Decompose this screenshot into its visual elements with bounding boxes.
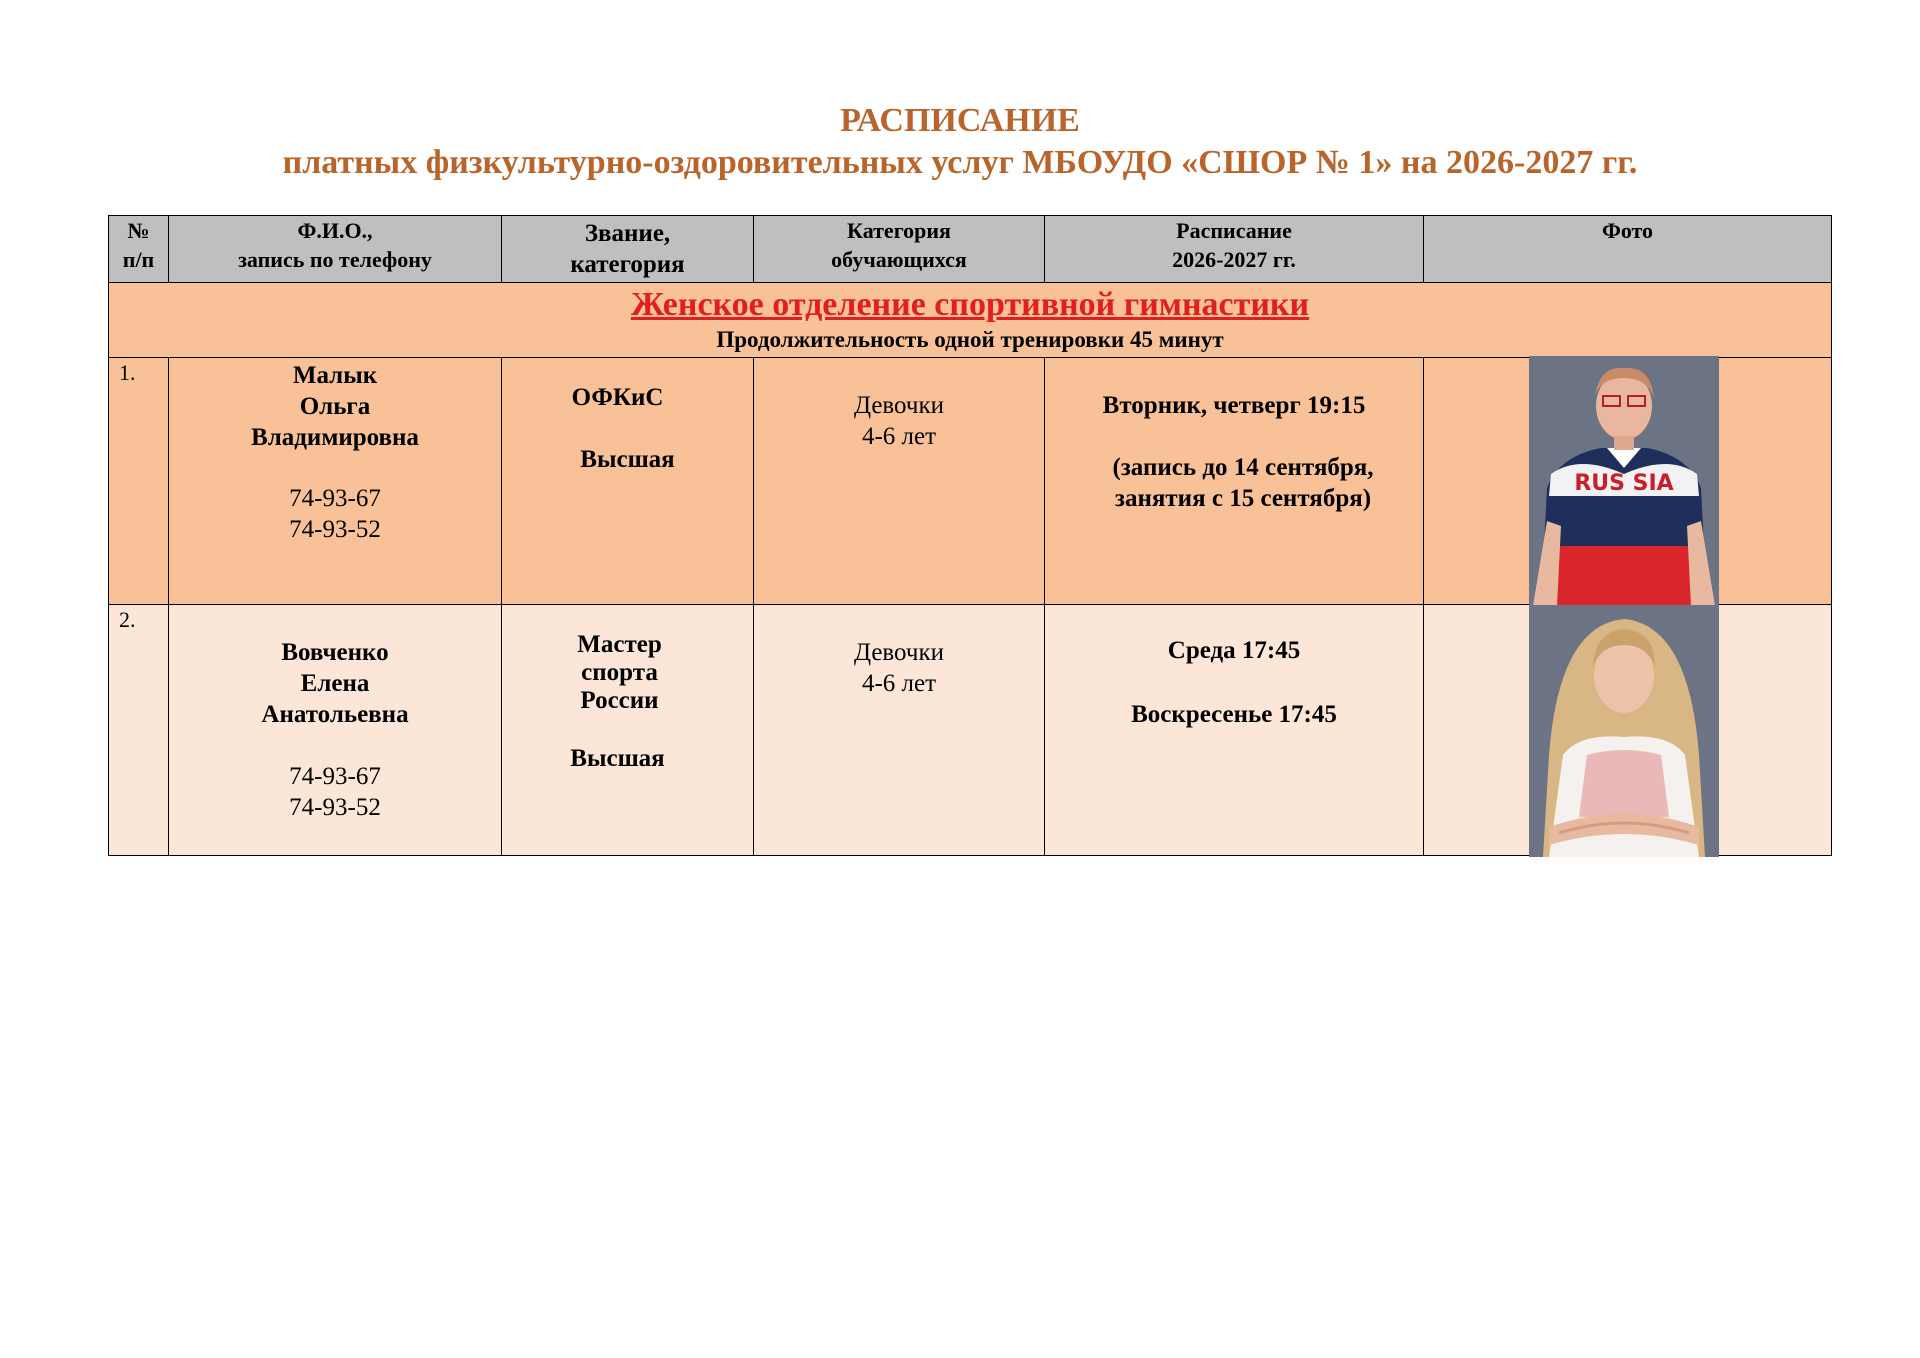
rank-title-line1: Мастер [577,631,662,658]
schedule-note-line1: (запись до 14 сентября, [1112,454,1374,481]
rank-category: Высшая [580,446,675,473]
phone-2: 74-93-52 [289,516,381,543]
rank-cell [502,358,754,605]
trainer-surname: Вовченко [281,639,389,666]
col-header-name-line1: Ф.И.О., [297,218,373,243]
trainer-first-name: Елена [300,670,370,697]
rank-category: Высшая [570,745,665,772]
student-age: 4-6 лет [861,423,937,450]
schedule-table [108,215,1832,856]
col-header-name [169,216,502,283]
phone-2: 74-93-52 [289,794,381,821]
col-header-schedule [1045,216,1424,283]
row-number: 2. [119,607,136,632]
col-header-name-line2: запись по телефону [238,247,432,272]
col-header-schedule-line2: 2026-2027 гг. [1172,247,1296,272]
photo-print-text: RUS SIA [1574,471,1674,496]
row-number-cell [109,358,169,605]
section-subtitle: Продолжительность одной тренировки 45 минут [716,327,1224,352]
trainer-cell [169,605,502,856]
rank-title-line3: России [580,687,659,714]
trainer-cell [169,358,502,605]
trainer-first-name: Ольга [299,393,371,420]
schedule-day-1: Среда 17:45 [1167,637,1301,664]
table-row [109,358,1832,605]
col-header-num [109,216,169,283]
rank-cell [502,605,754,856]
student-group: Девочки [853,392,945,419]
section-title: Женское отделение спортивной гимнастики [630,286,1310,323]
table-header-row [109,216,1832,283]
page-subtitle: платных физкультурно-оздоровительных услуг МБОУДО «СШОР № 1» на 2026-2027 гг. [282,144,1638,181]
page-title: РАСПИСАНИЕ [840,102,1080,139]
col-header-category-line2: обучающихся [831,247,967,272]
student-age: 4-6 лет [861,670,937,697]
trainer-surname: Малык [292,362,378,389]
col-header-rank [502,216,754,283]
trainer-photo [1529,356,1719,606]
trainer-photo [1529,605,1719,857]
student-category [754,358,1044,452]
category-cell [754,605,1045,856]
student-group: Девочки [853,639,945,666]
trainer-patronymic: Анатольевна [261,701,409,728]
schedule-days: Вторник, четверг 19:15 [1102,392,1366,419]
schedule-cell [1045,358,1424,605]
col-header-rank-line2: категория [570,251,685,278]
phone-1: 74-93-67 [289,763,381,790]
trainer-patronymic: Владимировна [251,424,419,451]
phone-1: 74-93-67 [289,485,381,512]
section-row [109,283,1832,358]
col-header-num-line1: № [127,218,150,243]
trainer-phones [169,483,501,545]
row-number-cell [109,605,169,856]
trainer-name [169,605,501,730]
schedule-note-line2: занятия с 15 сентября) [1114,485,1372,512]
col-header-num-line2: п/п [122,247,155,272]
trainer-name [169,358,501,453]
row-number: 1. [119,360,136,385]
schedule-note [1045,452,1423,514]
col-header-photo [1424,216,1832,283]
category-cell [754,358,1045,605]
table-row [109,605,1832,856]
rank-title: ОФКиС [571,384,664,411]
photo-cell [1424,605,1832,856]
schedule-day-2: Воскресенье 17:45 [1131,701,1337,728]
photo-cell [1424,358,1832,605]
student-category [754,605,1044,699]
col-header-rank-line1: Звание, [584,220,671,247]
col-header-category-line1: Категория [847,218,951,243]
trainer-phones [169,761,501,823]
rank-title [502,605,737,715]
col-header-photo-label: Фото [1601,218,1654,243]
rank-title-line2: спорта [581,659,658,686]
col-header-schedule-line1: Расписание [1176,218,1292,243]
col-header-category [754,216,1045,283]
document-title-block [0,100,1920,184]
schedule-cell [1045,605,1424,856]
section-cell [109,283,1832,358]
